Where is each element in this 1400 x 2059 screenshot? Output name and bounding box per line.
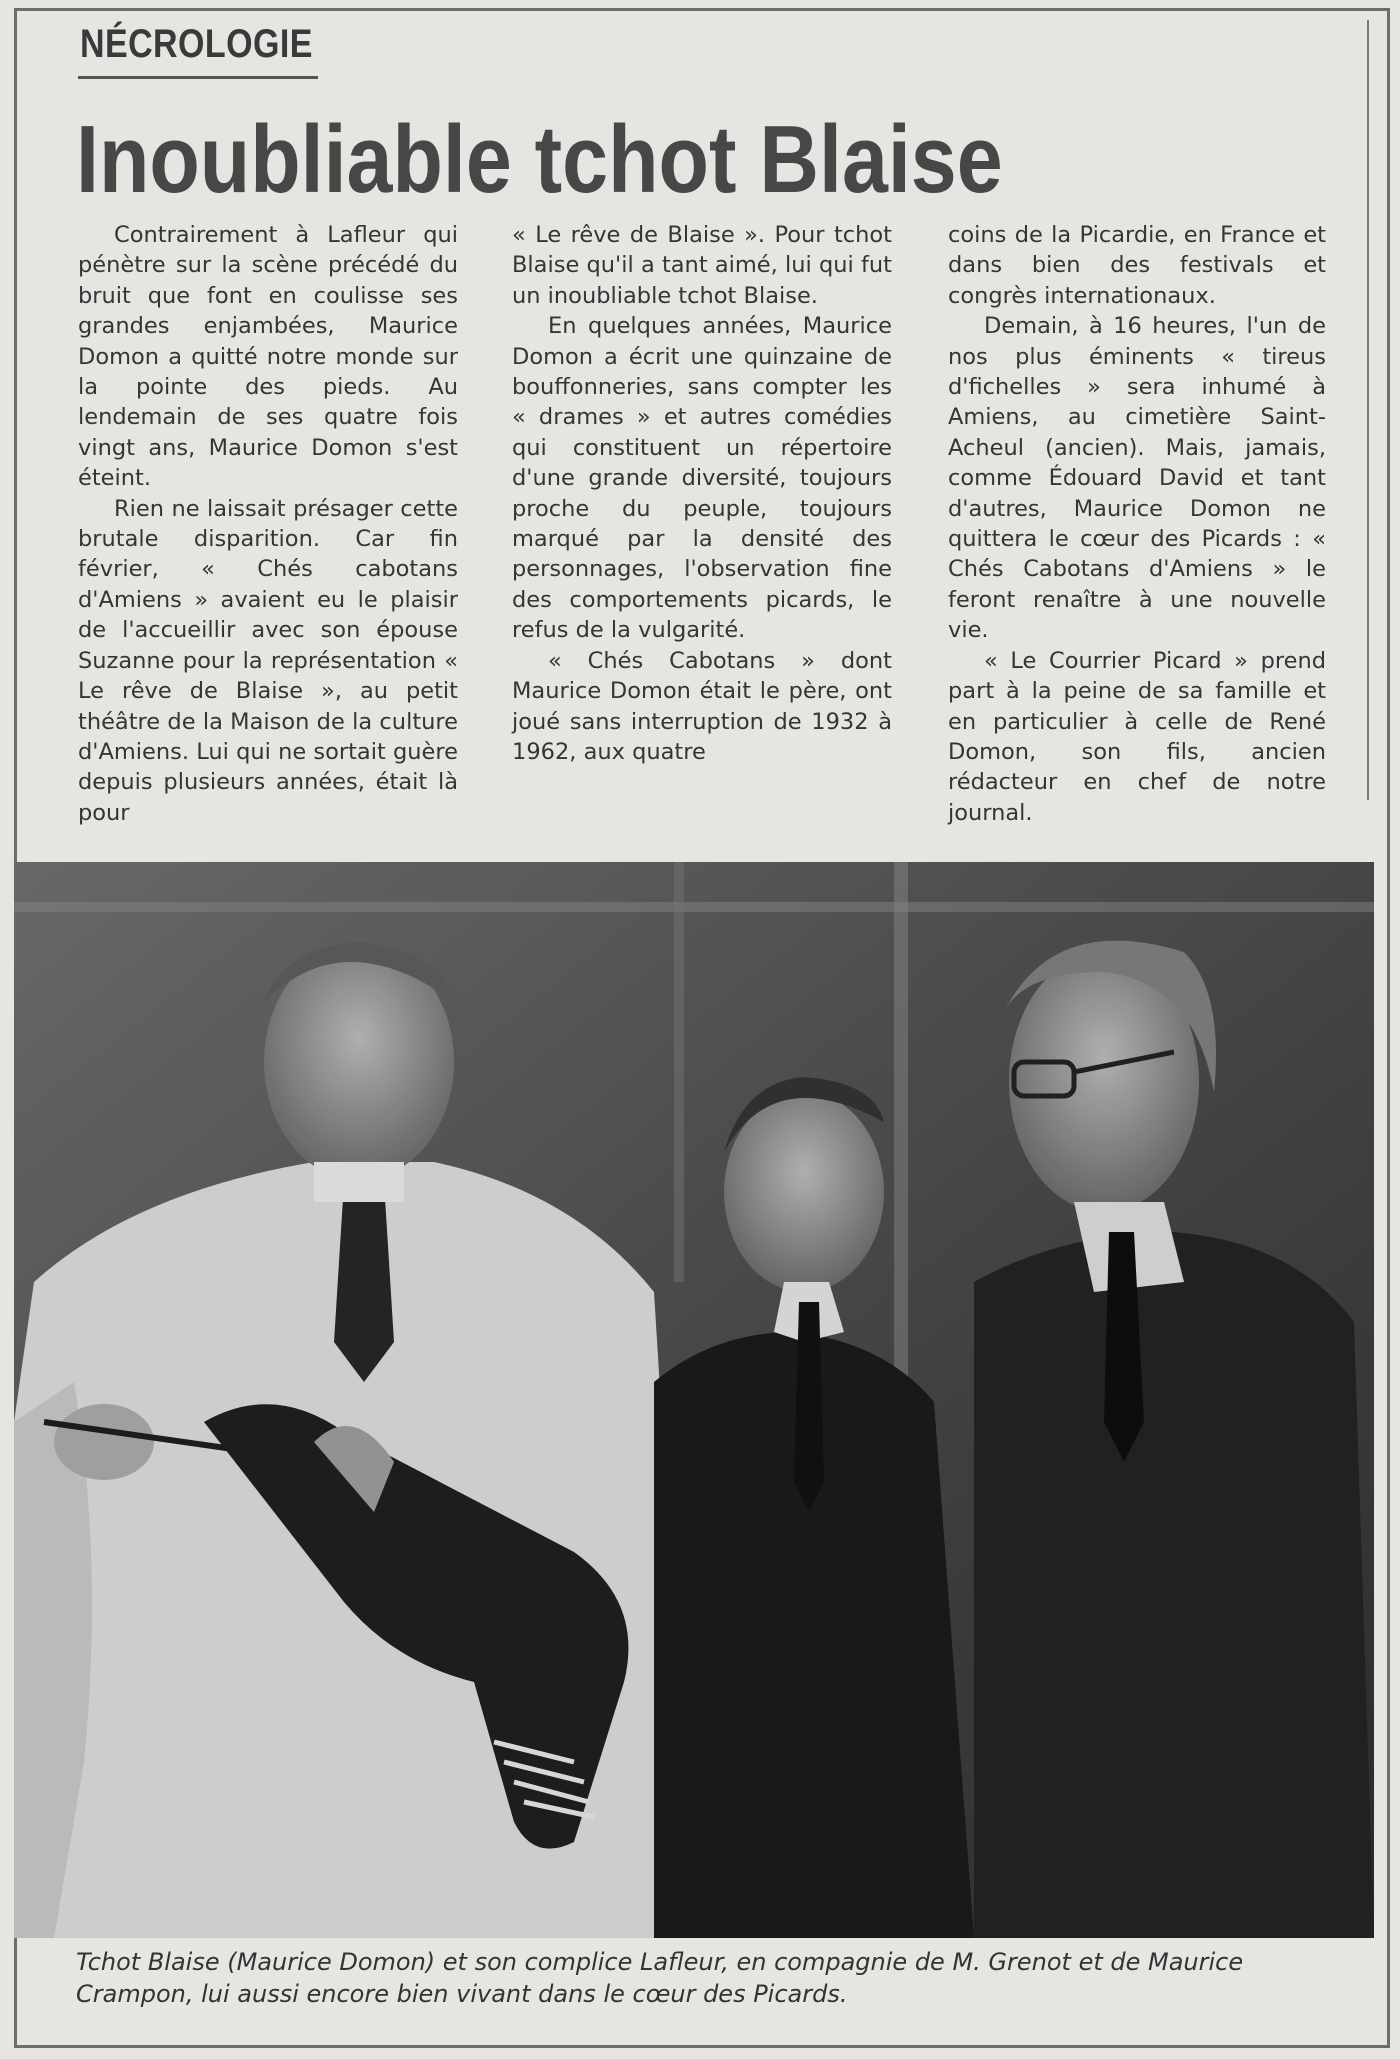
paragraph: « Chés Cabotans » dont Maurice Domon était le père, ont joué sans interruption de 1932 à 1962, aux quatre [512, 647, 892, 765]
paragraph: « Le rêve de Blaise ». Pour tchot Blaise qu'il a tant aimé, lui qui fut un inoubliable tchot Blaise. [512, 222, 892, 309]
photo-caption: Tchot Blaise (Maurice Domon) et son complice Lafleur, en compagnie de M. Grenot et de Maurice Crampon, lui aussi encore bien vivant dans le cœur des Picards. [76, 1948, 1244, 2008]
right-column-rule [1367, 20, 1369, 800]
paragraph: En quelques années, Maurice Domon a écrit une quinzaine de bouffonneries, sans compter les « drames » et autres comédies qui constituent un répertoire d'une grande diversité, toujours proche du peuple, toujours marqué par la densité des personnages, l'observation fine des comportements picards, le refus de la vulgarité. [512, 313, 892, 644]
article-column-1 [78, 220, 458, 828]
paragraph: « Le Courrier Picard » prend part à la peine de sa famille et en particulier à celle de René Domon, son fils, ancien rédacteur en chef de notre journal. [948, 647, 1326, 826]
paragraph: coins de la Picardie, en France et dans bien des festivals et congrès internationaux. [948, 222, 1326, 309]
paragraph: Demain, à 16 heures, l'un de nos plus éminents « tireus d'fichelles » sera inhumé à Amiens, au cimetière Saint-Acheul (ancien). Mais, jamais, comme Édouard David et tant d'autres, Maurice Domon ne quittera le cœur des Picards : « Chés Cabotans d'Amiens » le feront renaître à une nouvelle vie. [948, 313, 1326, 644]
paragraph: Rien ne laissait présager cette brutale disparition. Car fin février, « Chés cabotans d'Amiens » avaient eu le plaisir de l'accueillir avec son épouse Suzanne pour la représentation « Le rêve de Blaise », au petit théâtre de la Maison de la culture d'Amiens. Lui qui ne sortait guère depuis plusieurs années, était là pour [78, 495, 458, 826]
article-column-3 [948, 220, 1326, 828]
section-label: NÉCROLOGIE [80, 22, 313, 66]
news-photograph [14, 862, 1374, 1938]
photo-illustration [14, 862, 1374, 1938]
section-underline [78, 76, 318, 79]
article-column-2 [512, 220, 892, 767]
paragraph: Contrairement à Lafleur qui pénètre sur la scène précédé du bruit que font en coulisse ses grandes enjambées, Maurice Domon a quitté notre monde sur la pointe des pieds. Au lendemain de ses quatre fois vingt ans, Maurice Domon s'est éteint. [78, 222, 458, 492]
headline: Inoubliable tchot Blaise [76, 106, 1003, 213]
